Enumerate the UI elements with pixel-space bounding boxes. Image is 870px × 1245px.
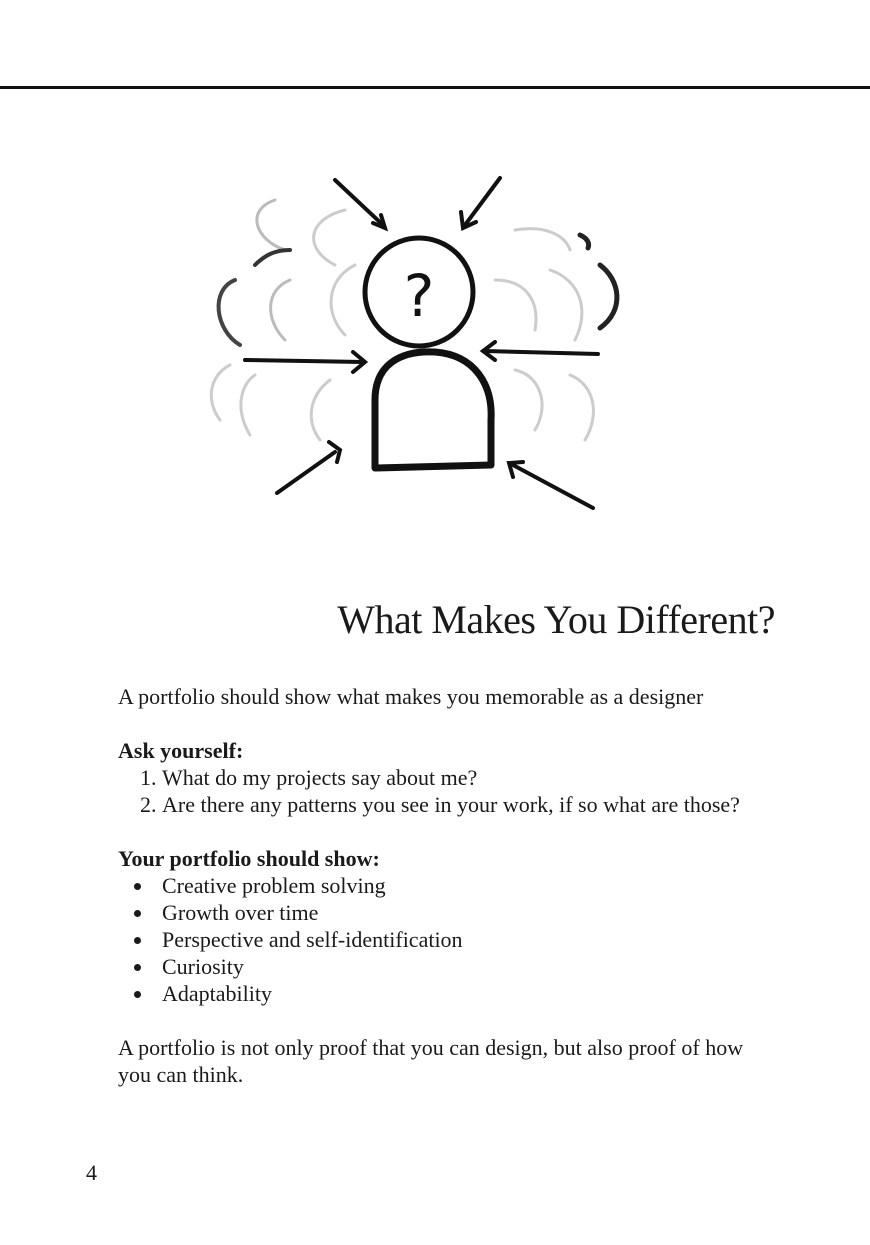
- arrow: [461, 178, 500, 228]
- list-item-text: Creative problem solving: [162, 873, 386, 898]
- ask-list: [118, 764, 808, 818]
- thought-arc: [311, 380, 330, 440]
- bullet-icon: [134, 910, 141, 917]
- person-question-illustration: [195, 170, 635, 520]
- list-item: [162, 899, 808, 926]
- intro-paragraph: A portfolio should show what makes you memorable as a designer: [118, 684, 704, 709]
- thought-arc: [495, 280, 536, 330]
- thought-arc: [241, 375, 255, 435]
- arrow: [509, 462, 593, 508]
- thought-arc: [314, 210, 345, 265]
- thought-arc: [600, 265, 617, 328]
- list-item-text: Perspective and self-identification: [162, 927, 463, 952]
- arrow: [277, 442, 340, 493]
- list-item: 1. What do my projects say about me?: [162, 764, 808, 791]
- thought-arc: [331, 265, 355, 335]
- thought-arc: [550, 270, 582, 340]
- show-list: [118, 872, 808, 1007]
- question-mark: ?: [403, 262, 435, 330]
- list-item: [162, 926, 808, 953]
- show-heading: Your portfolio should show:: [118, 846, 380, 871]
- thought-arc: [580, 235, 589, 248]
- body-content: [118, 683, 808, 1088]
- bullet-icon: [134, 937, 141, 944]
- bullet-icon: [134, 883, 141, 890]
- thought-arc: [570, 375, 593, 440]
- thought-arc: [515, 370, 542, 430]
- thought-arc: [255, 250, 290, 265]
- top-rule: [0, 86, 870, 89]
- arrow: [335, 180, 385, 228]
- body-shape: [375, 352, 491, 468]
- closing-paragraph: A portfolio is not only proof that you can design, but also proof of how you can think.: [118, 1035, 744, 1087]
- list-item-text: Adaptability: [162, 981, 272, 1006]
- arrow: [483, 342, 598, 360]
- list-item-text: Curiosity: [162, 954, 244, 979]
- page-number: 4: [86, 1160, 97, 1185]
- list-item: 2. Are there any patterns you see in your work, if so what are those?: [162, 791, 808, 818]
- page-title: What Makes You Different?: [337, 597, 775, 642]
- thought-arc: [257, 200, 285, 250]
- thought-arc: [271, 280, 290, 340]
- thought-arc: [219, 280, 240, 345]
- thought-arc: [515, 229, 570, 250]
- list-item-text: Growth over time: [162, 900, 319, 925]
- ask-heading: Ask yourself:: [118, 738, 244, 763]
- list-item: [162, 953, 808, 980]
- arrow: [245, 352, 365, 372]
- bullet-icon: [134, 991, 141, 998]
- thought-arc: [211, 365, 230, 420]
- list-item: [162, 872, 808, 899]
- bullet-icon: [134, 964, 141, 971]
- list-item: [162, 980, 808, 1007]
